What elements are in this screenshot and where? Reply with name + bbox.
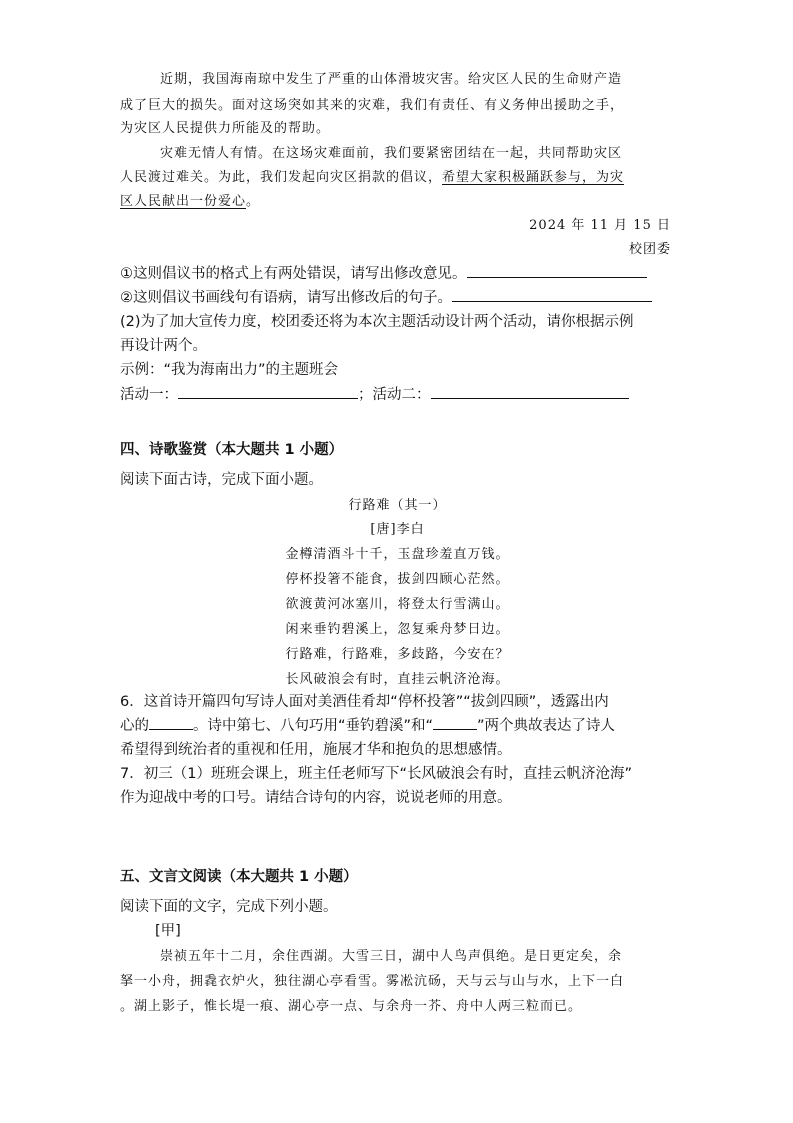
poem-line: 长风破浪会有时，直挂云帆济沧海。 [285, 672, 510, 687]
section5-heading: 五、文言文阅读（本大题共 1 小题） [120, 869, 358, 885]
passage-line1: 崇祯五年十二月，余住西湖。大雪三日，湖中人鸟声俱绝。是日更定矣，余 [160, 949, 623, 964]
letter-p2-line1: 灾难无情人有情。在这场灾难面前，我们要紧密团结在一起，共同帮助灾区 [160, 146, 623, 161]
q7-line1: 7．初三（1）班班会课上，班主任老师写下“长风破浪会有时，直挂云帆济沧海” [120, 766, 632, 782]
q5-item2-text: ②这则倡议书画线句有语病，请写出修改后的句子。 [120, 290, 452, 306]
q6-text-b: 。诗中第七、八句巧用“垂钓碧溪”和“ [193, 718, 434, 734]
activity2-label: ；活动二： [358, 387, 431, 403]
activity1-label: 活动一： [120, 387, 178, 403]
q6-blank2[interactable] [433, 715, 477, 730]
letter-p1-line3: 为灾区人民提供力所能及的帮助。 [120, 121, 331, 136]
letter-p1-line2: 成了巨大的损失。面对这场突如其来的灾难，我们有责任、有义务伸出援助之手， [120, 98, 625, 113]
poem-line: 行路难，行路难，多歧路，今安在？ [285, 647, 510, 662]
q6-line2 [120, 714, 615, 735]
answer-blank[interactable] [467, 263, 647, 278]
underlined-sentence-part1: 希望大家积极踊跃参与，为灾 [442, 170, 625, 185]
letter-p2-end: 。 [246, 194, 261, 209]
poem-line: 闲来垂钓碧溪上，忽复乘舟梦日边。 [285, 622, 510, 637]
q6-text-c: ”两个典故表达了诗人 [477, 718, 616, 734]
poem-line: 停杯投箸不能食，拔剑四顾心茫然。 [285, 572, 510, 587]
q7-line2: 作为迎战中考的口号。请结合诗句的内容，说说老师的用意。 [120, 790, 512, 806]
q5-item3-line2: 再设计两个。 [120, 338, 207, 354]
letter-p2-line2 [120, 166, 624, 185]
q6-line1: 6．这首诗开篇四句写诗人面对美酒佳肴却“停杯投箸”“拔剑四顾”，透露出内 [120, 694, 609, 710]
passage-line2: 拏一小舟，拥毳衣炉火，独往湖心亭看雪。雾凇沆砀，天与云与山与水，上下一白 [120, 974, 625, 989]
letter-p1-line1: 近期，我国海南琼中发生了严重的山体滑坡灾害。给灾区人民的生命财产造 [160, 72, 623, 87]
poem-title: 行路难（其一） [348, 498, 447, 513]
q6-text-a: 心的 [120, 718, 149, 734]
activity2-blank[interactable] [431, 384, 629, 399]
q5-item2 [120, 286, 652, 307]
poem-line: 金樽清酒斗十千，玉盘珍羞直万钱。 [285, 547, 510, 562]
passage-label: [甲] [155, 923, 181, 939]
letter-p2-line2-plain: 人民渡过难关。为此，我们发起向灾区捐款的倡议， [120, 170, 443, 185]
q5-item3-line1: (2)为了加大宣传力度，校团委还将为本次主题活动设计两个活动，请你根据示例 [120, 314, 634, 330]
section4-heading: 四、诗歌鉴赏（本大题共 1 小题） [120, 442, 344, 458]
q5-item1-text: ①这则倡议书的格式上有两处错误，请写出修改意见。 [120, 266, 467, 282]
q5-example: 示例：“我为海南出力”的主题班会 [120, 362, 339, 378]
activity1-blank[interactable] [178, 384, 358, 399]
letter-signer: 校团委 [628, 242, 671, 257]
q6-line3: 希望得到统治者的重视和任用，施展才华和抱负的思想感情。 [120, 742, 512, 758]
underlined-sentence-part2: 区人民献出一份爱心 [120, 194, 247, 209]
letter-date: 2024 年 11 月 15 日 [529, 218, 671, 233]
q5-item1 [120, 262, 647, 283]
passage-line3: 。湖上影子，惟长堤一痕、湖心亭一点、与余舟一芥、舟中人两三粒而已。 [120, 999, 583, 1014]
q5-activities [120, 383, 629, 404]
poem-line: 欲渡黄河冰塞川，将登太行雪满山。 [285, 597, 510, 612]
q6-blank1[interactable] [149, 715, 193, 730]
poem-author: [唐]李白 [370, 522, 425, 537]
answer-blank[interactable] [452, 287, 652, 302]
letter-p2-line3 [120, 190, 260, 209]
section5-intro: 阅读下面的文字，完成下列小题。 [120, 899, 338, 915]
section4-intro: 阅读下面古诗，完成下面小题。 [120, 472, 323, 488]
